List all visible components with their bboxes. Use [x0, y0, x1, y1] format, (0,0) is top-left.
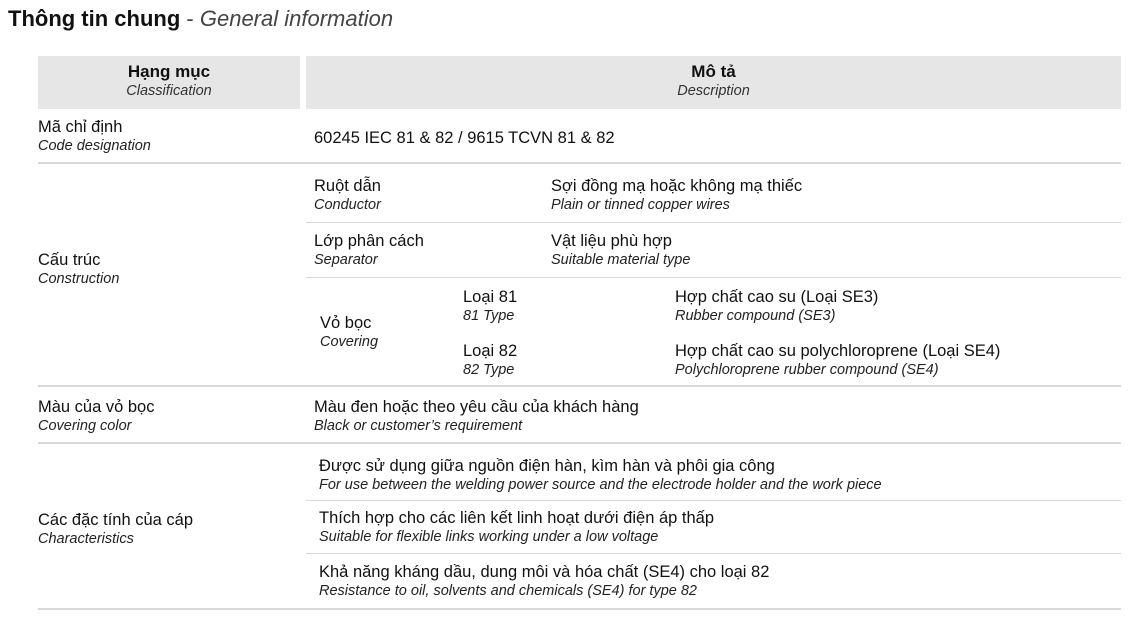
row-divider [38, 442, 1121, 444]
separator-value [551, 231, 690, 269]
header-classification-vi: Hạng mục [127, 62, 211, 81]
characteristic-item [319, 508, 714, 546]
header-description [306, 56, 1121, 109]
covering-label-vi: Vỏ bọc [320, 314, 372, 332]
color-label-vi: Màu của vỏ bọc [38, 398, 155, 416]
characteristic-item [319, 562, 769, 600]
color-value-vi: Màu đen hoặc theo yêu cầu của khách hàng [314, 398, 639, 416]
subrow-divider [306, 222, 1121, 223]
separator-value-en: Suitable material type [551, 252, 691, 268]
code-label-en: Code designation [38, 138, 151, 154]
conductor-value-vi: Sợi đồng mạ hoặc không mạ thiếc [551, 177, 803, 195]
separator-label-en: Separator [314, 252, 378, 268]
covering-type-81-vi: Loại 81 [463, 288, 518, 306]
characteristic-item [319, 456, 882, 494]
title-separator: - [180, 6, 200, 31]
header-classification [38, 56, 300, 109]
covering-type-81-value-vi: Hợp chất cao su (Loại SE3) [675, 288, 879, 306]
title-main: Thông tin chung [8, 6, 181, 31]
characteristic-item-vi: Khả năng kháng dầu, dung môi và hóa chất (SE4) cho loại 82 [319, 563, 770, 581]
characteristic-item-vi: Được sử dụng giữa nguồn điện hàn, kìm hàn và phôi gia công [319, 457, 775, 475]
conductor-label-vi: Ruột dẫn [314, 177, 381, 195]
color-label [38, 397, 154, 435]
separator-label [314, 231, 424, 269]
covering-type-82-value-vi: Hợp chất cao su polychloroprene (Loại SE4) [675, 342, 1001, 360]
color-value [314, 397, 639, 435]
row-divider [38, 162, 1121, 164]
subrow-divider [306, 277, 1121, 278]
row-divider [38, 385, 1121, 387]
covering-type-81-value-en: Rubber compound (SE3) [675, 308, 836, 324]
characteristics-label-vi: Các đặc tính của cáp [38, 511, 194, 529]
covering-type-82-vi: Loại 82 [463, 342, 518, 360]
characteristic-item-en: Suitable for flexible links working under a low voltage [319, 529, 659, 545]
characteristics-label [38, 510, 193, 548]
covering-type-81 [463, 287, 517, 325]
covering-type-82-value-en: Polychloroprene rubber compound (SE4) [675, 362, 939, 378]
conductor-label [314, 176, 381, 214]
color-value-en: Black or customer’s requirement [314, 418, 523, 434]
separator-value-vi: Vật liệu phù hợp [551, 232, 672, 250]
construction-label [38, 250, 119, 288]
characteristic-item-en: Resistance to oil, solvents and chemicals (SE4) for type 82 [319, 583, 697, 599]
construction-label-vi: Cấu trúc [38, 251, 101, 269]
covering-type-82-value [675, 341, 1000, 379]
separator-label-vi: Lớp phân cách [314, 232, 424, 250]
characteristic-item-vi: Thích hợp cho các liên kết linh hoạt dưới điện áp thấp [319, 509, 715, 527]
covering-type-81-value [675, 287, 878, 325]
subrow-divider [306, 500, 1121, 501]
covering-type-82-en: 82 Type [463, 362, 515, 378]
covering-type-82 [463, 341, 517, 379]
header-description-en: Description [677, 83, 750, 99]
header-description-vi: Mô tả [691, 62, 736, 81]
conductor-value [551, 176, 802, 214]
code-label [38, 117, 151, 155]
characteristics-label-en: Characteristics [38, 531, 134, 547]
color-label-en: Covering color [38, 418, 132, 434]
page-title [8, 5, 393, 33]
covering-label-en: Covering [320, 334, 379, 350]
code-label-vi: Mã chỉ định [38, 118, 123, 136]
covering-label [320, 313, 378, 351]
conductor-label-en: Conductor [314, 197, 381, 213]
code-value: 60245 IEC 81 & 82 / 9615 TCVN 81 & 82 [314, 129, 615, 147]
conductor-value-en: Plain or tinned copper wires [551, 197, 730, 213]
header-classification-en: Classification [126, 83, 212, 99]
construction-label-en: Construction [38, 271, 120, 287]
characteristic-item-en: For use between the welding power source and the electrode holder and the work piece [319, 477, 882, 493]
covering-type-81-en: 81 Type [463, 308, 515, 324]
title-subtitle: General information [199, 6, 394, 31]
table-bottom-border [38, 608, 1121, 610]
subrow-divider [306, 553, 1121, 554]
